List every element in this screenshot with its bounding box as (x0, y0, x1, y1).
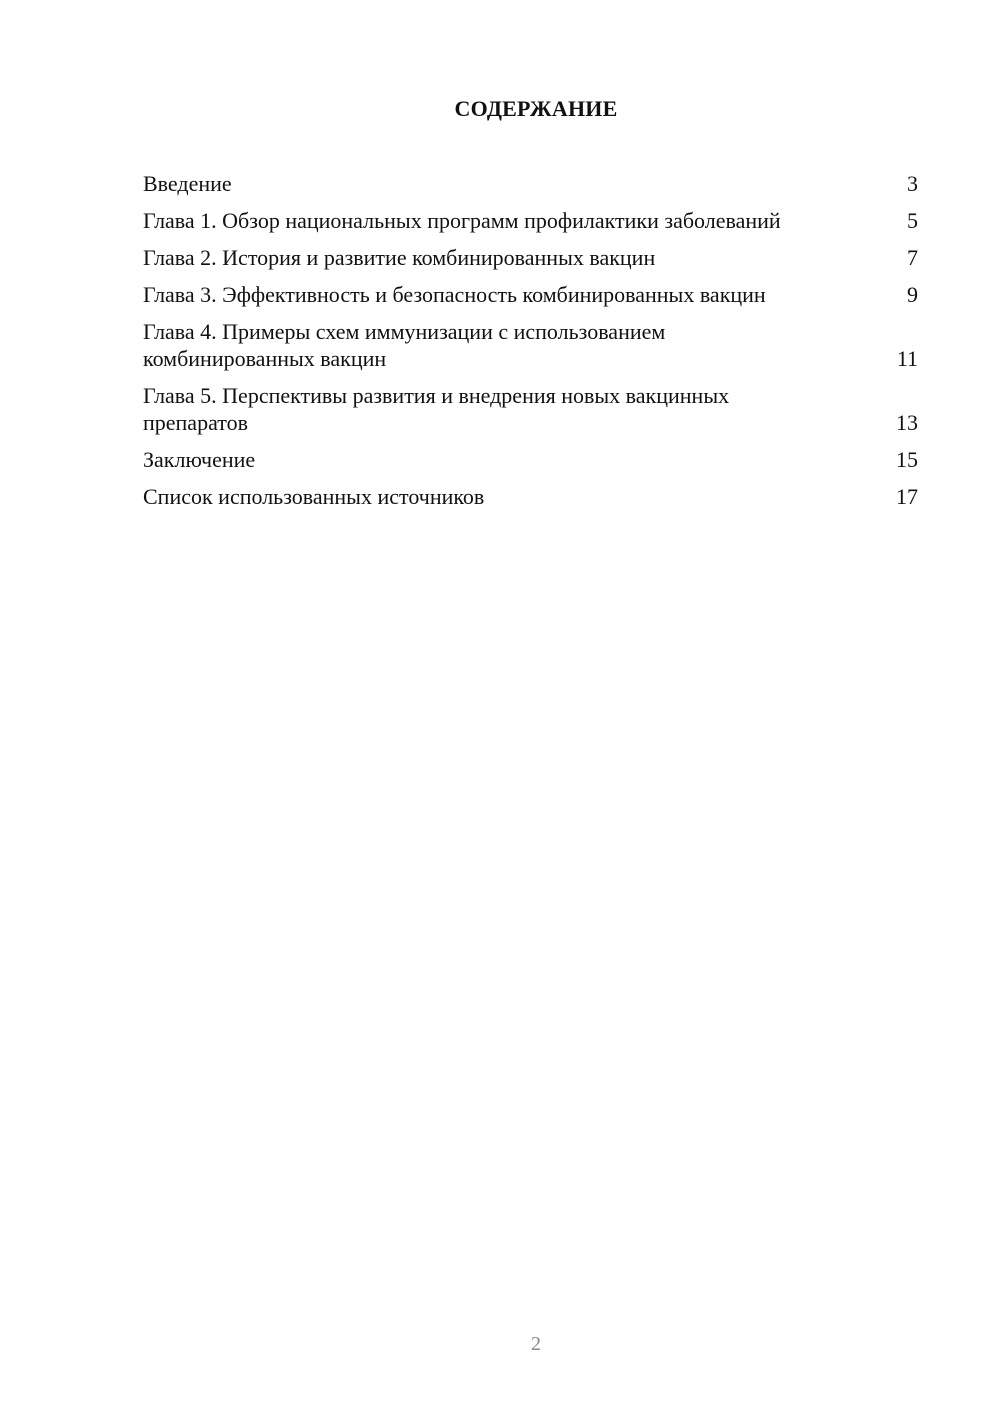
toc-entry-references (143, 483, 918, 510)
toc-entry-page: 9 (907, 282, 918, 307)
toc-entry-text: Заключение (143, 447, 256, 472)
toc-entry-text: Глава 4. Примеры схем иммунизации с использованием комбинированных вакцин (143, 319, 666, 371)
toc-entry-chapter-2 (143, 244, 918, 271)
toc-entry-text: Список использованных источников (143, 484, 485, 509)
toc-entry-chapter-4 (143, 318, 918, 372)
toc-entry-text: Глава 2. История и развитие комбинированных вакцин (143, 245, 656, 270)
toc-entry-chapter-1 (143, 207, 918, 234)
toc-entry-page: 7 (907, 245, 918, 270)
page-title: СОДЕРЖАНИЕ (454, 96, 618, 121)
table-of-contents (143, 170, 918, 520)
toc-entry-text: Глава 3. Эффективность и безопасность комбинированных вакцин (143, 282, 766, 307)
toc-entry-chapter-3 (143, 281, 918, 308)
toc-entry-text: Введение (143, 171, 232, 196)
toc-entry-conclusion (143, 446, 918, 473)
toc-entry-page: 3 (907, 171, 918, 196)
toc-entry-page: 17 (896, 484, 918, 509)
toc-entry-page: 15 (896, 447, 918, 472)
page-number: 2 (531, 1333, 541, 1355)
toc-entry-text: Глава 5. Перспективы развития и внедрения новых вакцинных препаратов (143, 383, 730, 435)
toc-entry-chapter-5 (143, 382, 918, 436)
toc-entry-page: 5 (907, 208, 918, 233)
toc-entry-page: 13 (896, 410, 918, 435)
toc-entry-text: Глава 1. Обзор национальных программ профилактики заболеваний (143, 208, 781, 233)
toc-entry-page: 11 (896, 346, 918, 371)
toc-entry-introduction (143, 170, 918, 197)
